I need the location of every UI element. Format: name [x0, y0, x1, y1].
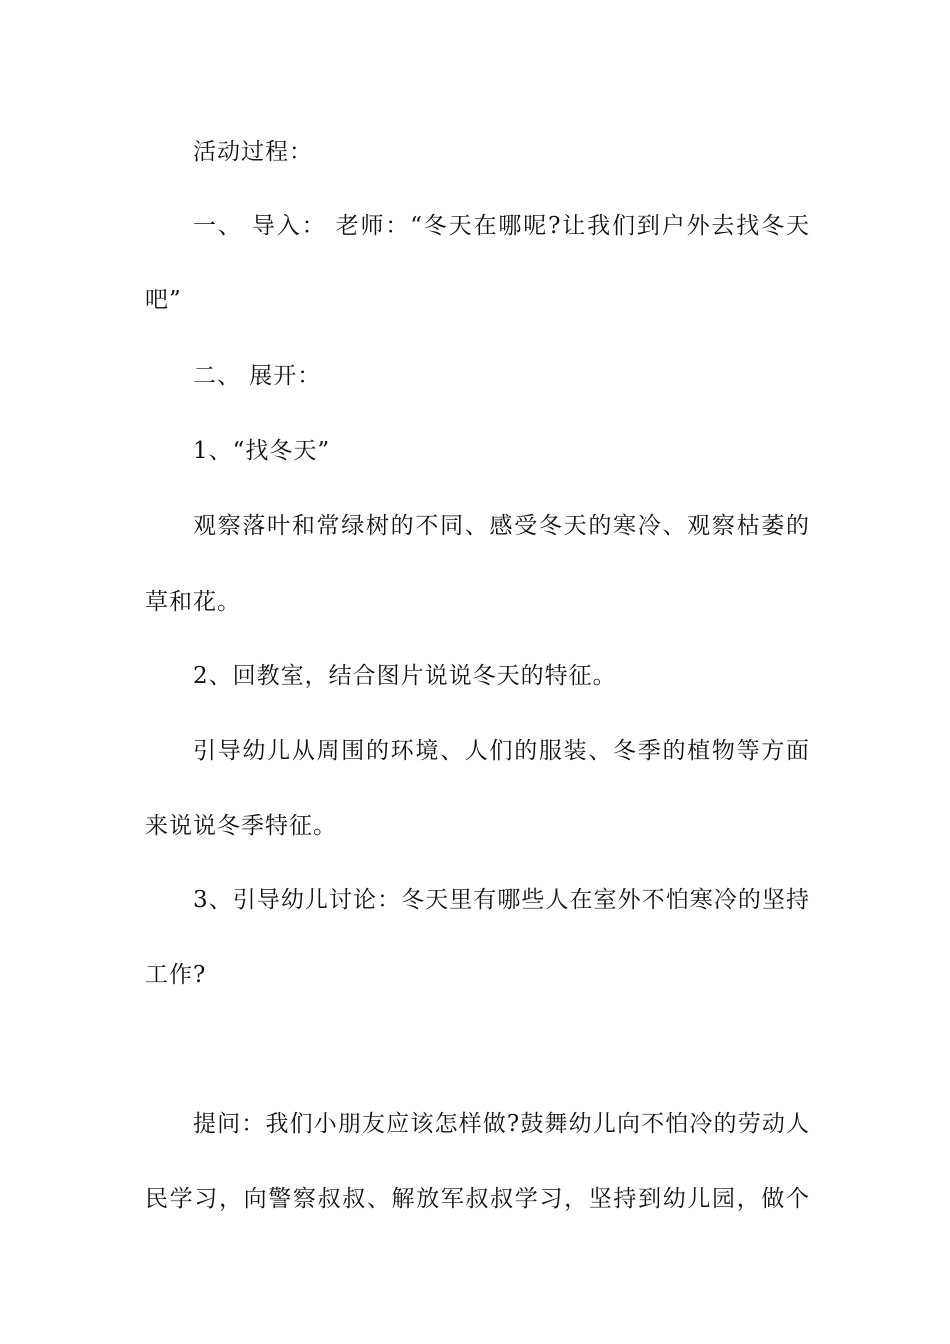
text-line: 吧”: [145, 287, 182, 313]
text-line: 一、 导入： 老师：“冬天在哪呢?让我们到户外去找冬天: [193, 213, 810, 239]
text-line: 3、引导幼儿讨论：冬天里有哪些人在室外不怕寒冷的坚持: [193, 887, 810, 913]
text-line: 工作?: [145, 962, 207, 988]
text-line: 来说说冬季特征。: [145, 813, 337, 839]
text-line: 二、 展开：: [193, 363, 322, 389]
text-line: 观察落叶和常绿树的不同、感受冬天的寒冷、观察枯萎的: [193, 513, 810, 539]
text-line: 民学习，向警察叔叔、解放军叔叔学习，坚持到幼儿园，做个: [145, 1186, 810, 1212]
text-line: 1、“找冬天”: [193, 438, 331, 464]
text-line: 草和花。: [145, 589, 241, 615]
text-line: 提问：我们小朋友应该怎样做?鼓舞幼儿向不怕冷的劳动人: [193, 1111, 810, 1137]
text-line: 活动过程：: [193, 139, 313, 165]
text-line: 2、回教室，结合图片说说冬天的特征。: [193, 663, 617, 689]
text-line: 引导幼儿从周围的环境、人们的服装、冬季的植物等方面: [193, 738, 810, 764]
